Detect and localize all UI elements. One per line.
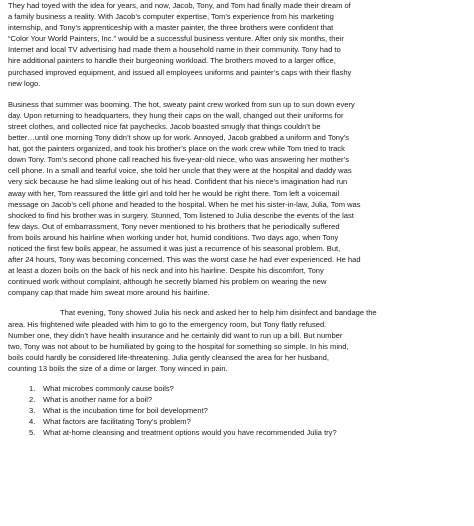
text-line: hire additional painters to handle their burgeoning workload. The brothers moved to a larger office, [8, 56, 336, 66]
question-number: 3. [29, 406, 36, 416]
question-list [8, 383, 470, 438]
text-line: after 24 hours, Tony was becoming concerned. This was the worst case he had ever experienced. He had [8, 255, 361, 265]
question-text: What is the incubation time for boil development? [43, 406, 208, 416]
text-line: hat, got the painters organized, and took his brother’s place on the work crew while Tom tried to track [8, 144, 345, 154]
question-number: 4. [29, 417, 36, 427]
text-line: Number one, they didn’t have health insurance and he certainly did want to run up a bill. But number [8, 330, 343, 340]
question-number: 2. [29, 395, 36, 405]
text-line: That evening, Tony showed Julia his neck and asked her to help him disinfect and bandage the [60, 308, 377, 318]
question-text: What at-home cleansing and treatment options would you have recommended Julia try? [43, 428, 337, 438]
text-line: down Tony. Tom’s second phone call reached his five-year-old niece, who was answering her mother’s [8, 155, 350, 165]
text-line: Internet and local TV advertising had made them a household name in their community. Tony had to [8, 45, 341, 55]
question-number: 1. [29, 384, 36, 393]
text-line: Business that summer was booming. The hot, sweaty paint crew worked from sun up to sun down every [8, 99, 355, 109]
text-line: few days. Out of embarrassment, Tony never mentioned to his brothers that he periodically suffered [8, 221, 340, 231]
paragraph-summer-booming [8, 99, 470, 299]
text-line: message on Jacob’s cell phone and headed to the hospital. When he met his sister-in-law, Julia, Tom was [8, 199, 361, 209]
question-item [29, 394, 470, 405]
question-item [29, 416, 470, 427]
paragraph-business-start [8, 0, 470, 89]
text-line: at least a dozen boils on the back of his neck and into his hairline. Despite his discomfort, Tony [8, 266, 324, 276]
text-line: better…until one morning Tony didn’t show up for work. Annoyed, Jacob grabbed a uniform and Tony’s [8, 133, 350, 143]
text-line: internship, and Tony’s apprenticeship with a master painter, the three brothers were confident that [8, 23, 334, 33]
paragraph-spacer [8, 374, 470, 383]
question-item [29, 383, 470, 394]
text-line: counting 13 boils the size of a dime or larger. Tony winced in pain. [8, 363, 228, 373]
text-line: from boils around his hairline when working under hot, humid conditions. Two days ago, when Tony [8, 232, 339, 242]
text-line: noticed the first few boils appear, he assumed it was just a recurrence of his seasonal problem. But, [8, 243, 341, 253]
text-line: company cap that made him sweat more around his hairline. [8, 288, 210, 298]
question-number: 5. [29, 428, 36, 438]
text-line: a family business a reality. With Jacob’s computer expertise, Tom’s experience from his marketing [8, 12, 334, 22]
text-line: They had toyed with the idea for years, and now, Jacob, Tony, and Tom had finally made their dream of [8, 1, 351, 10]
text-line: boils could hardly be considered life-threatening. Julia gently cleansed the area for her husband, [8, 352, 329, 362]
text-line: new logo. [8, 78, 41, 88]
text-line: street clothes, and collected nice fat paychecks. Jacob boasted smugly that things couldn’t be [8, 121, 321, 131]
text-line: shocked to find his brother was in surgery. Stunned, Tom listened to Julia describe the events of the last [8, 210, 354, 220]
text-line: area. His frightened wife pleaded with him to go to the emergency room, but Tony flatly refused. [8, 319, 327, 329]
text-line: two, Tony was not about to be humiliated by going to the hospital for something so simple. In his mind, [8, 341, 349, 351]
text-line: cell phone. In a small and tearful voice, she told her uncle that they were at the hospital and daddy was [8, 166, 352, 176]
text-line: very sick because he had slime leaking out of his head. Confident that his niece’s imagination had run [8, 177, 348, 187]
paragraph-that-evening [8, 307, 470, 374]
question-item [29, 427, 470, 438]
question-text: What factors are facilitating Tony’s problem? [43, 417, 191, 427]
text-line: day. Upon returning to headquarters, they hung their caps on the wall, changed out their uniforms for [8, 110, 344, 120]
text-line: “Color Your World Painters, Inc.” would be a successful business venture. After only six months, their [8, 34, 344, 44]
question-text: What is another name for a boil? [43, 395, 153, 405]
text-line: purchased improved equipment, and issued all employees uniforms and painter’s caps with their flashy [8, 67, 352, 77]
text-line: continued work without complaint, although he secretly blamed his problem on wearing the new [8, 277, 327, 287]
paragraph-spacer [8, 298, 470, 307]
question-item [29, 405, 470, 416]
document-body [8, 0, 470, 438]
paragraph-spacer [8, 89, 470, 99]
question-text: What microbes commonly cause boils? [43, 384, 174, 393]
text-line: away with her, Tom reassured the little girl and told her he would be right there. Tom left a voicemail [8, 188, 340, 198]
